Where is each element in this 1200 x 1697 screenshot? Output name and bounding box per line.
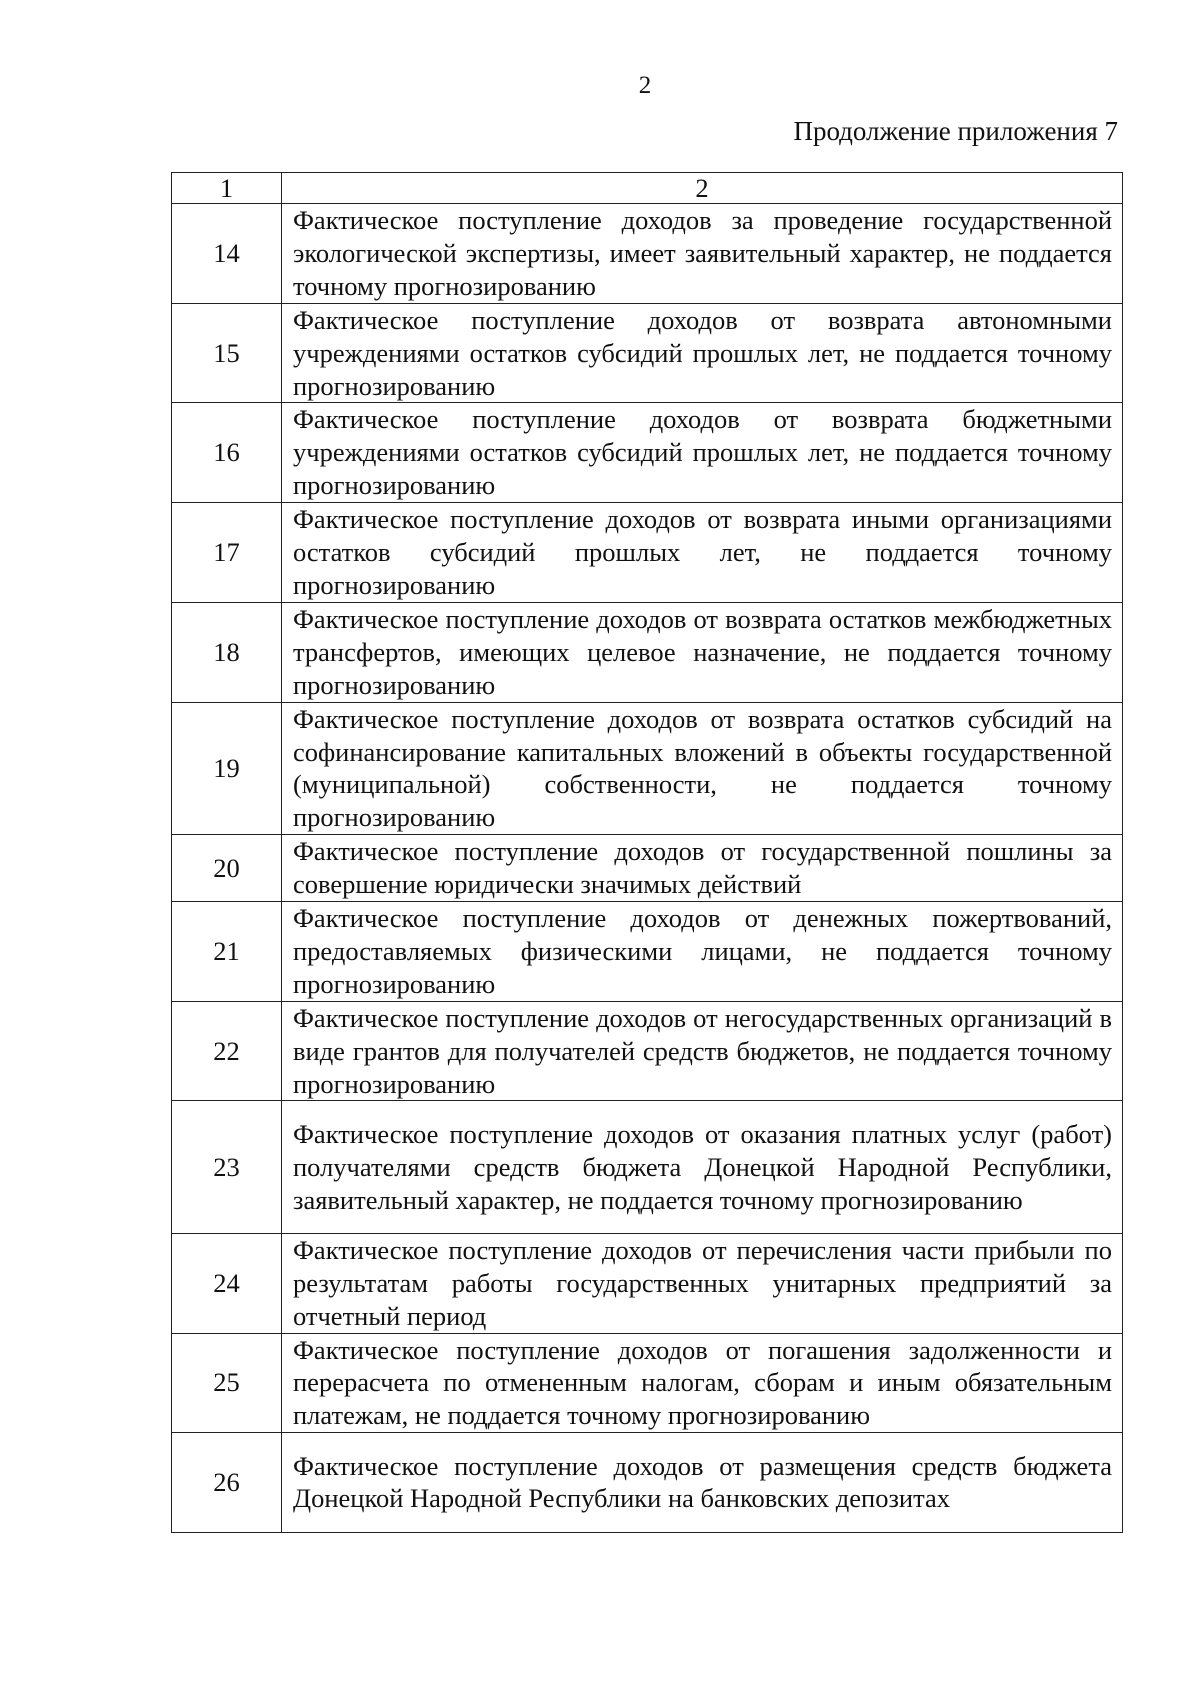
row-description: Фактическое поступление доходов от оказания платных услуг (работ) получателями средств бюджета Донецкой Народной Республики, заявительный характер, не поддается точному прогнозированию	[282, 1101, 1123, 1233]
row-description: Фактическое поступление доходов от погашения задолженности и перерасчета по отмененным налогам, сборам и иным обязательным платежам, не поддается точному прогнозированию	[282, 1333, 1123, 1433]
row-description: Фактическое поступление доходов за проведение государственной экологической экспертизы, имеет заявительный характер, не поддается точному прогнозированию	[282, 204, 1123, 304]
table-row	[172, 204, 1123, 304]
table-row	[172, 835, 1123, 902]
table-row	[172, 1101, 1123, 1233]
table-row	[172, 902, 1123, 1002]
table-row	[172, 1001, 1123, 1101]
table-row	[172, 602, 1123, 702]
row-number: 25	[172, 1333, 282, 1433]
page-number: 2	[638, 72, 652, 99]
table-row	[172, 1233, 1123, 1333]
row-description: Фактическое поступление доходов от размещения средств бюджета Донецкой Народной Республики на банковских депозитах	[282, 1433, 1123, 1532]
row-description: Фактическое поступление доходов от возврата иными организациями остатков субсидий прошлых лет, не поддается точному прогнозированию	[282, 503, 1123, 603]
row-description: Фактическое поступление доходов от негосударственных организаций в виде грантов для получателей средств бюджетов, не поддается точному прогнозированию	[282, 1001, 1123, 1101]
table-row	[172, 702, 1123, 835]
row-number: 14	[172, 204, 282, 304]
table-row	[172, 1333, 1123, 1433]
row-description: Фактическое поступление доходов от денежных пожертвований, предоставляемых физическими лицами, не поддается точному прогнозированию	[282, 902, 1123, 1002]
row-number: 18	[172, 602, 282, 702]
revenue-table	[171, 172, 1123, 1533]
continuation-label: Продолжение приложения 7	[793, 116, 1118, 146]
row-number: 16	[172, 403, 282, 503]
row-number: 26	[172, 1433, 282, 1532]
row-number: 20	[172, 835, 282, 902]
row-description: Фактическое поступление доходов от возврата остатков межбюджетных трансфертов, имеющих целевое назначение, не поддается точному прогнозированию	[282, 602, 1123, 702]
table-row	[172, 403, 1123, 503]
table-row	[172, 303, 1123, 403]
row-number: 24	[172, 1233, 282, 1333]
row-number: 15	[172, 303, 282, 403]
row-number: 23	[172, 1101, 282, 1233]
column-header-2: 2	[282, 173, 1123, 204]
row-description: Фактическое поступление доходов от государственной пошлины за совершение юридически значимых действий	[282, 835, 1123, 902]
row-number: 22	[172, 1001, 282, 1101]
table-row	[172, 1433, 1123, 1532]
row-description: Фактическое поступление доходов от перечисления части прибыли по результатам работы государственных унитарных предприятий за отчетный период	[282, 1233, 1123, 1333]
table-header-row	[172, 173, 1123, 204]
row-number: 21	[172, 902, 282, 1002]
row-description: Фактическое поступление доходов от возврата автономными учреждениями остатков субсидий прошлых лет, не поддается точному прогнозированию	[282, 303, 1123, 403]
table-row	[172, 503, 1123, 603]
row-description: Фактическое поступление доходов от возврата бюджетными учреждениями остатков субсидий прошлых лет, не поддается точному прогнозированию	[282, 403, 1123, 503]
row-description: Фактическое поступление доходов от возврата остатков субсидий на софинансирование капитальных вложений в объекты государственной (муниципальной) собственности, не поддается точному прогнозированию	[282, 702, 1123, 835]
row-number: 17	[172, 503, 282, 603]
row-number: 19	[172, 702, 282, 835]
column-header-1: 1	[172, 173, 282, 204]
